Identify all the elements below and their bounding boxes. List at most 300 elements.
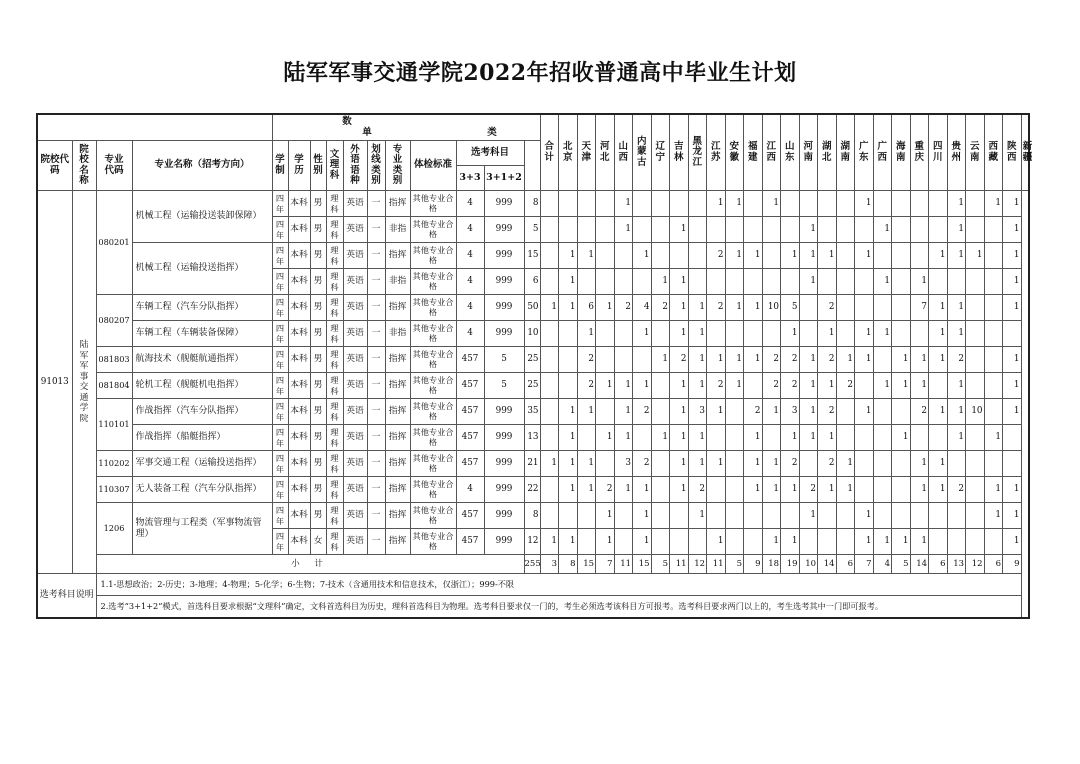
province-quota-cell: [855, 477, 874, 503]
subject-312-cell: 999: [484, 477, 524, 503]
province-quota-cell: [929, 529, 948, 555]
province-quota-cell: [651, 529, 670, 555]
province-quota-cell: [540, 425, 559, 451]
province-quota-cell: 1: [577, 477, 596, 503]
province-quota-cell: 2: [633, 451, 652, 477]
province-quota-cell: 2: [818, 399, 837, 425]
subject-333-cell: 4: [456, 477, 484, 503]
degree-cell: 本科: [288, 217, 310, 243]
province-quota-cell: [892, 295, 911, 321]
province-quota-cell: [762, 503, 781, 529]
province-quota-cell: [799, 529, 818, 555]
province-quota-cell: 1: [614, 191, 633, 217]
line-type-cell: 一: [367, 399, 385, 425]
province-quota-cell: 2: [781, 373, 800, 399]
major-name-cell: 车辆工程（车辆装备保障）: [132, 321, 272, 347]
province-quota-cell: 10: [966, 399, 985, 425]
province-quota-cell: 3: [781, 399, 800, 425]
schooling-cell: 四年: [272, 295, 288, 321]
province-quota-cell: 1: [947, 321, 966, 347]
school-code-header: 院校代码: [37, 141, 72, 191]
spec-type-cell: 指挥: [385, 295, 410, 321]
province-quota-cell: [725, 529, 744, 555]
province-quota-cell: [799, 321, 818, 347]
province-quota-cell: [725, 425, 744, 451]
province-quota-cell: 1: [984, 503, 1003, 529]
province-quota-cell: 1: [947, 217, 966, 243]
province-quota-cell: [707, 321, 726, 347]
province-quota-cell: 1: [762, 399, 781, 425]
province-quota-cell: [725, 269, 744, 295]
language-cell: 英语: [343, 425, 367, 451]
subject-312-cell: 999: [484, 503, 524, 529]
province-quota-cell: 2: [596, 477, 615, 503]
province-header: 福建: [744, 114, 763, 191]
gender-cell: 男: [310, 399, 326, 425]
province-quota-cell: [781, 191, 800, 217]
province-quota-cell: [836, 529, 855, 555]
degree-cell: 本科: [288, 269, 310, 295]
degree-cell: 本科: [288, 191, 310, 217]
track-cell: 理科: [326, 451, 343, 477]
province-quota-cell: 1: [1003, 295, 1022, 321]
degree-cell: 本科: [288, 373, 310, 399]
language-cell: 英语: [343, 477, 367, 503]
subject-312-cell: 999: [484, 425, 524, 451]
spec-type-cell: 非指: [385, 217, 410, 243]
province-quota-cell: 2: [688, 477, 707, 503]
subtotal-province-cell: 12: [688, 555, 707, 574]
province-header: 新疆: [1021, 114, 1029, 191]
language-cell: 英语: [343, 451, 367, 477]
province-quota-cell: [725, 321, 744, 347]
province-quota-cell: 1: [707, 191, 726, 217]
subtotal-province-cell: 15: [577, 555, 596, 574]
province-header: 山东: [781, 114, 800, 191]
province-quota-cell: 1: [855, 399, 874, 425]
province-quota-cell: 1: [559, 399, 578, 425]
province-quota-cell: [873, 399, 892, 425]
degree-cell: 本科: [288, 295, 310, 321]
province-quota-cell: 1: [1003, 191, 1022, 217]
total-cell: 50: [524, 295, 540, 321]
province-quota-cell: 1: [984, 191, 1003, 217]
province-quota-cell: [577, 425, 596, 451]
province-quota-cell: [744, 217, 763, 243]
province-quota-cell: 1: [725, 243, 744, 269]
subtotal-province-cell: 18: [762, 555, 781, 574]
province-quota-cell: [596, 217, 615, 243]
province-header: 陕西: [1003, 114, 1022, 191]
province-quota-cell: [855, 425, 874, 451]
line-type-cell: 一: [367, 347, 385, 373]
province-quota-cell: 1: [855, 191, 874, 217]
province-quota-cell: [725, 451, 744, 477]
province-quota-cell: 1: [596, 295, 615, 321]
province-quota-cell: 2: [947, 347, 966, 373]
degree-cell: 本科: [288, 347, 310, 373]
province-quota-cell: 1: [1003, 503, 1022, 529]
province-quota-cell: 1: [1003, 399, 1022, 425]
table-row: [37, 295, 1029, 321]
line-type-header: 划线类别: [367, 141, 385, 191]
province-quota-cell: 1: [892, 373, 911, 399]
province-quota-cell: [651, 503, 670, 529]
province-quota-cell: 2: [781, 347, 800, 373]
subtotal-row: [37, 555, 1029, 574]
province-quota-cell: [670, 243, 689, 269]
major-code-cell: 081803: [96, 347, 132, 373]
province-quota-cell: [929, 217, 948, 243]
province-quota-cell: [966, 217, 985, 243]
language-cell: 英语: [343, 503, 367, 529]
school-name-cell: 陆军军事交通学院: [72, 191, 96, 574]
spec-type-cell: 指挥: [385, 373, 410, 399]
province-quota-cell: [1003, 451, 1022, 477]
province-quota-cell: 1: [799, 269, 818, 295]
province-quota-cell: 1: [929, 399, 948, 425]
province-quota-cell: [984, 295, 1003, 321]
province-quota-cell: 1: [762, 477, 781, 503]
province-quota-cell: [910, 243, 929, 269]
province-quota-cell: [596, 399, 615, 425]
province-header: 贵州: [947, 114, 966, 191]
province-quota-cell: [633, 269, 652, 295]
province-quota-cell: [744, 191, 763, 217]
province-quota-cell: 1: [744, 295, 763, 321]
province-quota-cell: 3: [688, 399, 707, 425]
province-quota-cell: 2: [910, 399, 929, 425]
province-quota-cell: 1: [984, 425, 1003, 451]
province-quota-cell: [929, 373, 948, 399]
province-quota-cell: [910, 425, 929, 451]
province-quota-cell: 2: [707, 295, 726, 321]
language-cell: 英语: [343, 347, 367, 373]
province-quota-cell: [596, 191, 615, 217]
province-quota-cell: [651, 477, 670, 503]
schooling-cell: 四年: [272, 425, 288, 451]
degree-cell: 本科: [288, 503, 310, 529]
subject-333-cell: 4: [456, 295, 484, 321]
province-quota-cell: [725, 217, 744, 243]
province-header: 辽宁: [651, 114, 670, 191]
province-quota-cell: [966, 451, 985, 477]
note-row: [37, 596, 1029, 619]
province-quota-cell: [947, 529, 966, 555]
province-quota-cell: [670, 529, 689, 555]
track-cell: 理科: [326, 217, 343, 243]
province-quota-cell: [929, 269, 948, 295]
province-quota-cell: [966, 373, 985, 399]
table-row: [37, 243, 1029, 269]
province-header: 四川: [929, 114, 948, 191]
province-quota-cell: [559, 373, 578, 399]
province-quota-cell: 1: [633, 529, 652, 555]
province-quota-cell: 1: [725, 347, 744, 373]
province-quota-cell: [873, 477, 892, 503]
province-quota-cell: [614, 321, 633, 347]
province-quota-cell: 1: [929, 451, 948, 477]
total-cell: 25: [524, 347, 540, 373]
province-quota-cell: [614, 529, 633, 555]
province-quota-cell: 1: [670, 217, 689, 243]
spec-type-cell: 指挥: [385, 451, 410, 477]
province-quota-cell: 1: [577, 243, 596, 269]
province-quota-cell: [966, 477, 985, 503]
province-quota-cell: [929, 425, 948, 451]
province-quota-cell: [614, 269, 633, 295]
province-quota-cell: [892, 477, 911, 503]
line-type-cell: 一: [367, 217, 385, 243]
province-quota-cell: [540, 269, 559, 295]
province-quota-cell: 1: [688, 425, 707, 451]
province-quota-cell: 1: [670, 295, 689, 321]
province-quota-cell: 1: [651, 269, 670, 295]
line-type-cell: 一: [367, 295, 385, 321]
province-quota-cell: [670, 503, 689, 529]
province-quota-cell: 2: [614, 295, 633, 321]
gender-cell: 男: [310, 243, 326, 269]
province-quota-cell: 1: [818, 373, 837, 399]
degree-cell: 本科: [288, 399, 310, 425]
province-quota-cell: 1: [596, 373, 615, 399]
province-quota-cell: 1: [1003, 373, 1022, 399]
province-quota-cell: [762, 269, 781, 295]
province-header: 北京: [559, 114, 578, 191]
province-quota-cell: [688, 243, 707, 269]
province-quota-cell: 1: [762, 529, 781, 555]
province-quota-cell: [744, 529, 763, 555]
total-cell: 12: [524, 529, 540, 555]
spec-type-cell: 指挥: [385, 477, 410, 503]
province-quota-cell: 1: [947, 295, 966, 321]
province-quota-cell: 1: [596, 503, 615, 529]
province-quota-cell: 1: [670, 399, 689, 425]
track-header: 文理科: [326, 141, 343, 191]
province-header: 内蒙古: [633, 114, 652, 191]
province-quota-cell: 1: [873, 321, 892, 347]
province-quota-cell: 1: [559, 269, 578, 295]
line-type-cell: 一: [367, 425, 385, 451]
major-code-cell: 110101: [96, 399, 132, 451]
schooling-cell: 四年: [272, 529, 288, 555]
province-quota-cell: 1: [670, 425, 689, 451]
line-type-cell: 一: [367, 529, 385, 555]
physical-cell: 其他专业合格: [410, 529, 456, 555]
track-cell: 理科: [326, 503, 343, 529]
province-quota-cell: 1: [873, 373, 892, 399]
category-header: 数单 类: [272, 114, 540, 141]
table-row: [37, 477, 1029, 503]
province-quota-cell: [984, 451, 1003, 477]
spec-type-header: 专业类别: [385, 141, 410, 191]
schooling-cell: 四年: [272, 503, 288, 529]
physical-cell: 其他专业合格: [410, 425, 456, 451]
province-quota-cell: [559, 503, 578, 529]
province-quota-cell: [836, 243, 855, 269]
subtotal-total: 255: [524, 555, 540, 574]
province-quota-cell: [855, 451, 874, 477]
province-header: 吉林: [670, 114, 689, 191]
province-quota-cell: 1: [577, 399, 596, 425]
degree-cell: 本科: [288, 529, 310, 555]
table-row: [37, 451, 1029, 477]
major-code-cell: 080207: [96, 295, 132, 347]
province-quota-cell: [596, 451, 615, 477]
subtotal-province-cell: 11: [614, 555, 633, 574]
language-cell: 英语: [343, 243, 367, 269]
province-header: 江苏: [707, 114, 726, 191]
province-quota-cell: 1: [947, 399, 966, 425]
province-quota-cell: [707, 503, 726, 529]
major-name-cell: 无人装备工程（汽车分队指挥）: [132, 477, 272, 503]
spec-type-cell: 非指: [385, 269, 410, 295]
gender-header: 性别: [310, 141, 326, 191]
major-name-cell: 航海技术（舰艇航通指挥）: [132, 347, 272, 373]
province-quota-cell: [633, 191, 652, 217]
schooling-cell: 四年: [272, 269, 288, 295]
province-quota-cell: 1: [559, 451, 578, 477]
province-quota-cell: [577, 191, 596, 217]
province-quota-cell: 1: [762, 451, 781, 477]
line-type-cell: 一: [367, 477, 385, 503]
note-line-2: 2.选考“3+1+2”模式，首选科目要求根据“文理科”确定，文科首选科目为历史，理科首选科目为物理。选考科目要求仅一门的，考生必须选考该科目方可报考。选考科目要求两门以上的，考生选考其中一门即可报考。: [96, 596, 1021, 619]
province-quota-cell: 1: [577, 451, 596, 477]
province-quota-cell: 1: [855, 503, 874, 529]
total-cell: 10: [524, 321, 540, 347]
province-quota-cell: [836, 295, 855, 321]
province-quota-cell: 1: [688, 451, 707, 477]
province-quota-cell: [855, 295, 874, 321]
schooling-cell: 四年: [272, 451, 288, 477]
province-quota-cell: 1: [818, 425, 837, 451]
school-name-header: 院校名称: [72, 141, 96, 191]
province-quota-cell: [633, 217, 652, 243]
degree-cell: 本科: [288, 243, 310, 269]
province-header: 广西: [873, 114, 892, 191]
school-code-cell: 91013: [37, 191, 72, 574]
province-quota-cell: [540, 399, 559, 425]
enrollment-plan-table: [36, 113, 1033, 619]
total-cell: 6: [524, 269, 540, 295]
track-cell: 理科: [326, 347, 343, 373]
subtotal-province-cell: 4: [873, 555, 892, 574]
line-type-cell: 一: [367, 321, 385, 347]
physical-cell: 其他专业合格: [410, 243, 456, 269]
province-quota-cell: [688, 191, 707, 217]
province-quota-cell: 1: [818, 243, 837, 269]
province-quota-cell: [559, 191, 578, 217]
table-row: [37, 347, 1029, 373]
province-quota-cell: [559, 217, 578, 243]
province-quota-cell: [873, 347, 892, 373]
major-name-header: 专业名称（招考方向）: [132, 141, 272, 191]
subtotal-province-cell: 14: [818, 555, 837, 574]
major-code-header: 专业代码: [96, 141, 132, 191]
province-quota-cell: 1: [799, 503, 818, 529]
province-quota-cell: [577, 217, 596, 243]
major-code-cell: 110202: [96, 451, 132, 477]
subject-312-cell: 5: [484, 347, 524, 373]
province-quota-cell: [725, 399, 744, 425]
subtotal-province-cell: 14: [910, 555, 929, 574]
province-quota-cell: 1: [984, 477, 1003, 503]
province-quota-cell: [688, 529, 707, 555]
subtotal-label: 小 计: [96, 555, 524, 574]
province-quota-cell: [1003, 425, 1022, 451]
physical-cell: 其他专业合格: [410, 347, 456, 373]
subtotal-province-cell: 6: [929, 555, 948, 574]
province-quota-cell: [651, 451, 670, 477]
schooling-cell: 四年: [272, 191, 288, 217]
province-quota-cell: 1: [670, 321, 689, 347]
province-quota-cell: [836, 425, 855, 451]
gender-cell: 男: [310, 191, 326, 217]
province-quota-cell: 1: [633, 321, 652, 347]
subject-333-cell: 457: [456, 529, 484, 555]
province-quota-cell: 1: [892, 425, 911, 451]
major-name-cell: 机械工程（运输投送指挥）: [132, 243, 272, 295]
major-name-cell: 物流管理与工程类（军事物流管理）: [132, 503, 272, 555]
province-quota-cell: [651, 321, 670, 347]
province-quota-cell: 1: [688, 347, 707, 373]
province-quota-cell: [947, 269, 966, 295]
degree-cell: 本科: [288, 451, 310, 477]
province-quota-cell: [577, 529, 596, 555]
subtotal-province-cell: 3: [540, 555, 559, 574]
spec-type-cell: 指挥: [385, 347, 410, 373]
province-quota-cell: [799, 451, 818, 477]
note-row: [37, 574, 1029, 596]
major-code-cell: 081804: [96, 373, 132, 399]
province-quota-cell: [762, 321, 781, 347]
province-quota-cell: 1: [651, 347, 670, 373]
language-cell: 英语: [343, 399, 367, 425]
province-quota-cell: [818, 217, 837, 243]
province-quota-cell: [614, 503, 633, 529]
track-cell: 理科: [326, 295, 343, 321]
spec-type-cell: 指挥: [385, 503, 410, 529]
language-cell: 英语: [343, 529, 367, 555]
province-quota-cell: [651, 373, 670, 399]
province-quota-cell: 1: [781, 321, 800, 347]
physical-cell: 其他专业合格: [410, 321, 456, 347]
gender-cell: 男: [310, 373, 326, 399]
province-quota-cell: [707, 217, 726, 243]
province-quota-cell: 4: [633, 295, 652, 321]
province-quota-cell: 1: [744, 425, 763, 451]
province-quota-cell: [818, 503, 837, 529]
track-cell: 理科: [326, 191, 343, 217]
subtotal-province-cell: 11: [670, 555, 689, 574]
province-quota-cell: 1: [910, 529, 929, 555]
gender-cell: 男: [310, 217, 326, 243]
page-title: 陆军军事交通学院2022年招收普通高中毕业生计划: [283, 60, 797, 86]
province-quota-cell: [984, 373, 1003, 399]
province-quota-cell: 1: [929, 295, 948, 321]
province-header: 广东: [855, 114, 874, 191]
subject-312-cell: 999: [484, 295, 524, 321]
province-quota-cell: 2: [762, 373, 781, 399]
province-quota-cell: [540, 373, 559, 399]
subject-333-cell: 4: [456, 269, 484, 295]
track-cell: 理科: [326, 399, 343, 425]
province-quota-cell: [651, 399, 670, 425]
subject-333-cell: 457: [456, 373, 484, 399]
subtotal-province-cell: 5: [725, 555, 744, 574]
province-quota-cell: 1: [651, 425, 670, 451]
subtotal-province-cell: 9: [1003, 555, 1022, 574]
